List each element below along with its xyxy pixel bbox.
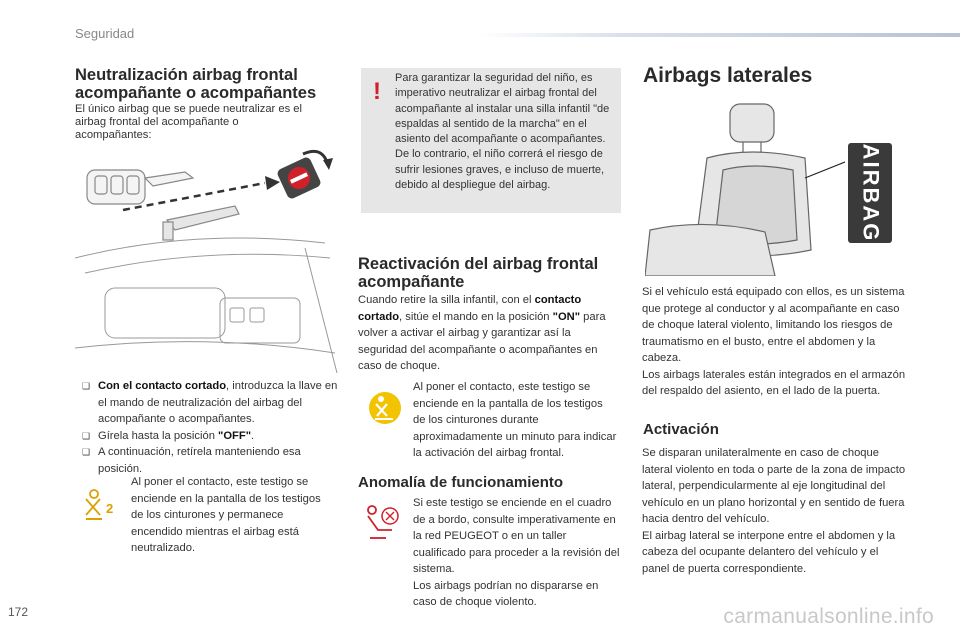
activation-heading [643,421,903,438]
step-list [82,378,342,477]
left-heading [75,66,345,102]
right-title: Airbags laterales [643,64,813,87]
side-airbag-p2: Los airbags laterales están integrados en el armazón del respaldo del asiento, en el lado de la puerta. [642,368,906,397]
activation-title: Activación [643,421,719,438]
airbag-label: AIRBAG [858,143,883,243]
airbag-fault-icon [360,502,404,546]
section-title: Seguridad [75,26,135,41]
left-title-line2: acompañante o acompañantes [75,84,317,102]
step-3: ❑ A continuación, retírela manteniendo esa posición. [82,444,342,477]
anomaly-text [413,495,621,611]
anomaly-text-2: Los airbags podrían no dispararse en caso de choque violento. [413,579,599,608]
activation-text-1: Se disparan unilateralmente en caso de choque lateral violento en toda o parte de la zona de impacto lateral, perpendicularmente al eje longitudinal del vehículo en un plano horizontal y en sentido de fuera hacia dentro del vehículo. [642,447,906,525]
lamp-number: 2 [106,501,114,516]
watermark: carmanualsonline.info [723,605,934,628]
anomaly-title: Anomalía de funcionamiento [358,474,564,491]
reactivation-pre: Cuando retire la silla infantil, con el [358,294,535,306]
right-heading [643,64,943,88]
reactivation-bold-2: "ON" [552,310,581,323]
airbag-off-icon [80,485,120,525]
key-illustration [75,148,343,373]
seat-illustration [645,100,845,276]
step-1-rest: , introduzca la llave en el mando de neutralización del airbag del acompañante o acompañantes. [98,380,338,425]
left-intro: El único airbag que se puede neutralizar es el airbag frontal del acompañante o acompañantes: [75,103,303,141]
activation-text [642,445,906,577]
airbag-label-plate [848,143,892,243]
page-number: 172 [8,605,29,619]
middle-lamp-text: Al poner el contacto, este testigo se enciende en la pantalla de los testigos de los cinturones durante aproximadamente un minuto para indicar la activación del airbag frontal. [413,381,617,459]
reactivation-mid: , sitúe el mando en la posición [399,310,553,323]
reactivation-post: para volver a activar el airbag y garantizar así la seguridad del acompañante o acompañantes en caso de choque. [358,310,606,372]
step-2-post: . [251,429,255,442]
left-lamp-text: Al poner el contacto, este testigo se enciende en la pantalla de los testigos de los cinturones y permanece encendido mientras el airbag está neutralizado. [131,476,321,554]
anomaly-heading [358,474,628,491]
step-1 [82,378,342,428]
middle-heading [358,255,628,291]
step-1-bold: Con el contacto cortado [98,380,227,392]
reactivation-text [358,292,622,375]
header-bar [478,33,960,37]
warning-icon: ! [373,78,381,105]
warning-text [395,71,615,193]
anomaly-text-1: Si este testigo se enciende en el cuadro de a bordo, consulte imperativamente en la red PEUGEOT o en un taller cualificado para proceder a la revisión del sistema. [413,497,620,575]
step-2-bold: "OFF" [218,429,252,442]
airbag-on-icon [365,388,405,428]
warning-box [361,68,621,213]
step-2-pre: Gírela hasta la posición [98,429,219,442]
side-airbag-intro [642,284,906,400]
step-2 [82,428,342,445]
side-airbag-p1: Si el vehículo está equipado con ellos, es un sistema que protege al conductor y al acompañante en caso de choque lateral violento, limitando los riesgos de traumatismo en el busto, entre el abdomen y la cabeza. [642,286,905,364]
middle-title-line2: acompañante [358,273,465,291]
warning-text-2: De lo contrario, el niño correrá el riesgo de sufrir lesiones graves, e incluso de muerte, debido al despliegue del airbag. [395,148,605,192]
activation-text-2: El airbag lateral se interpone entre el abdomen y la cabeza del ocupante delantero del vehículo y el panel de puerta correspondiente. [642,529,896,575]
warning-text-1: Para garantizar la seguridad del niño, es imperativo neutralizar el airbag frontal del acompañante al instalar una silla infantil "de espaldas al sentido de la marcha" en el asiento del acompañante o acompañantes. [395,72,610,146]
middle-title-line1: Reactivación del airbag frontal [358,255,599,273]
left-title-line1: Neutralización airbag frontal [75,66,298,84]
reactivation-bold-1: contacto cortado [358,294,582,323]
